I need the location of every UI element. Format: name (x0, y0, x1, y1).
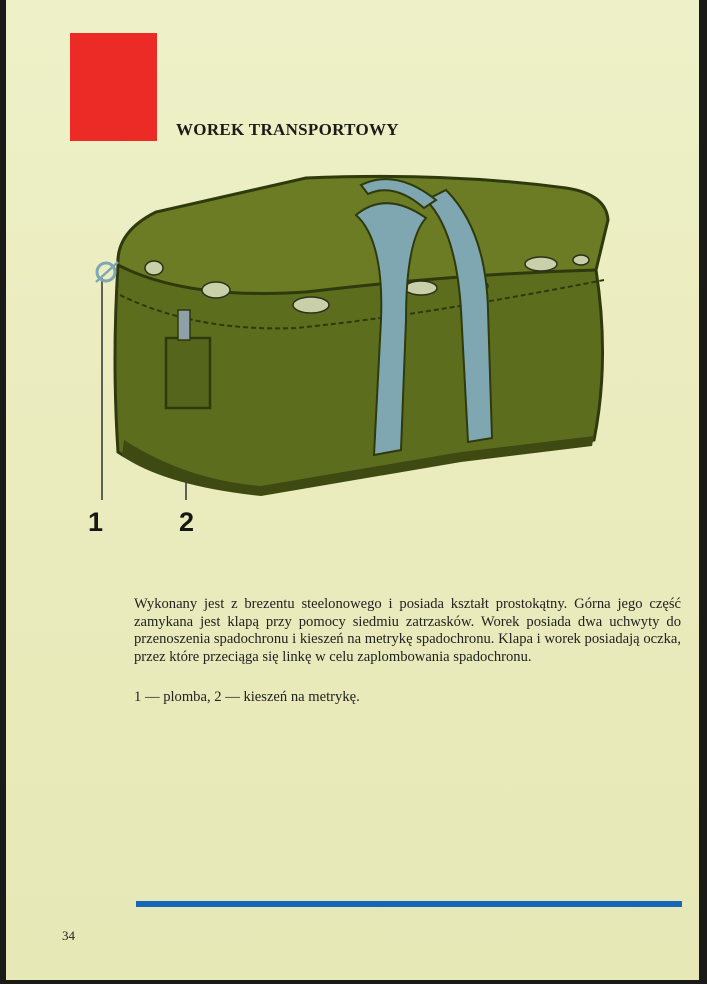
metric-pocket (166, 338, 210, 408)
pocket-tab (178, 310, 190, 340)
book-page (6, 0, 699, 980)
snap (145, 261, 163, 275)
figure-legend: 1 — plomba, 2 — kieszeń na metrykę. (134, 689, 360, 705)
callout-number-1: 1 (88, 507, 104, 537)
page-title: WOREK TRANSPORTOWY (176, 120, 399, 139)
snap (525, 257, 557, 271)
callout-number-2: 2 (179, 507, 195, 537)
snap (405, 281, 437, 295)
snap (202, 282, 230, 298)
transport-bag-illustration (6, 160, 699, 540)
red-section-marker (70, 33, 157, 141)
footer-rule (136, 901, 682, 907)
snap (293, 297, 329, 313)
page-number: 34 (62, 928, 75, 943)
snap (573, 255, 589, 265)
description-paragraph: Wykonany jest z brezentu steelonowego i posiada kształt prostokątny. Górna jego część zamykana jest klapą przy pomocy siedmiu zatrzasków. Worek posiada dwa uchwyty do przenoszenia spadochronu i kieszeń na metrykę spadochronu. Klapa i worek posiadają oczka, przez które przeciąga się linkę w celu zaplombowania spadochronu. (134, 596, 681, 665)
